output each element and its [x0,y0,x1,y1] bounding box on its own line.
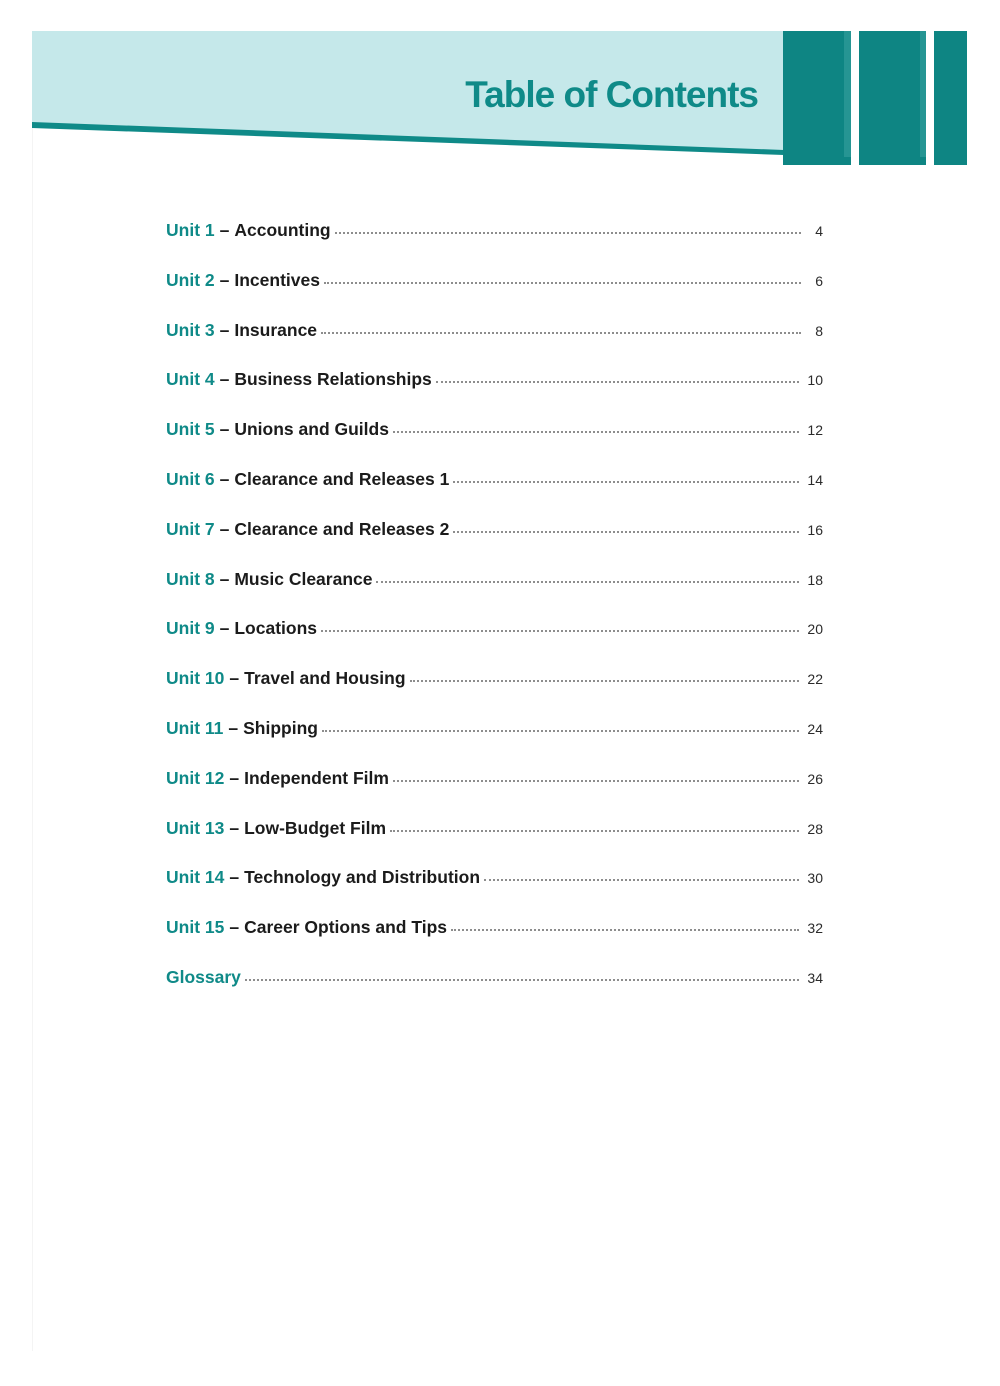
toc-title: Travel and Housing [244,668,406,689]
toc-unit-label: Unit 4 [166,369,215,390]
toc-page-number: 10 [807,372,823,389]
toc-page-number: 30 [807,870,823,887]
toc-unit-label: Unit 8 [166,568,215,589]
toc-entry-glossary[interactable] [166,967,823,1017]
toc-separator: – [228,717,239,738]
toc-separator: – [229,917,240,938]
toc-separator: – [229,668,240,689]
toc-unit-label: Unit 3 [166,319,215,340]
toc-page-number: 18 [807,571,823,588]
toc-unit-label: Glossary [166,966,241,987]
toc-page-number: 22 [807,671,823,688]
toc-dot-leader [453,531,799,533]
toc-unit-label: Unit 10 [166,668,225,689]
toc-separator: – [229,767,240,788]
toc-title: Independent Film [244,767,389,788]
toc-separator: – [219,220,230,240]
toc-title: Unions and Guilds [234,419,389,440]
toc-separator: – [229,867,240,888]
toc-entry-unit-6[interactable] [166,469,823,519]
toc-entry-unit-5[interactable] [166,419,823,469]
toc-separator: – [219,468,230,489]
toc-entry-unit-14[interactable] [166,867,823,917]
toc-page-number: 12 [807,422,823,439]
toc-dot-leader [376,581,799,583]
toc-unit-label: Unit 5 [166,419,215,440]
toc-unit-label: Unit 11 [166,717,224,738]
toc-title: Incentives [234,269,320,290]
banner-bar-1 [783,31,851,165]
banner-bar-gap-2 [926,31,934,165]
toc-separator: – [219,319,230,340]
toc-entry-unit-2[interactable] [166,270,823,320]
toc-dot-leader [245,979,800,981]
toc-title: Technology and Distribution [244,867,481,888]
toc-page-number: 20 [807,621,823,638]
toc-dot-leader [390,830,799,832]
toc-page-number: 14 [807,471,823,488]
toc-title: Accounting [234,220,331,240]
toc-title: Low-Budget Film [244,817,387,838]
toc-dot-leader [322,730,799,732]
toc-title: Locations [234,618,318,639]
toc-entry-unit-12[interactable] [166,768,823,818]
toc-page-number: 4 [815,223,823,239]
toc-unit-label: Unit 15 [166,917,225,938]
toc-unit-label: Unit 1 [166,220,215,240]
toc-unit-label: Unit 13 [166,817,225,838]
toc-separator: – [229,817,240,838]
toc-title: Clearance and Releases 2 [234,518,450,539]
toc-entry-unit-15[interactable] [166,917,823,967]
toc-title: Clearance and Releases 1 [234,468,450,489]
toc-entry-unit-13[interactable] [166,818,823,868]
toc-separator: – [219,518,230,539]
toc-title: Career Options and Tips [244,917,448,938]
toc-unit-label: Unit 12 [166,767,225,788]
toc-dot-leader [393,431,799,433]
toc-dot-leader [436,381,800,383]
toc-entry-unit-8[interactable] [166,569,823,619]
toc-title: Business Relationships [234,369,432,390]
banner-bar-2 [859,31,926,165]
toc-separator: – [219,369,230,390]
toc-page-number: 16 [807,521,823,538]
toc-unit-label: Unit 7 [166,518,215,539]
toc-unit-label: Unit 9 [166,618,215,639]
toc-entry-unit-10[interactable] [166,668,823,718]
toc-separator: – [219,568,230,589]
toc-entry-unit-4[interactable] [166,369,823,419]
page-title: Table of Contents [465,74,758,115]
toc-entry-unit-1[interactable] [166,220,823,270]
toc-dot-leader [335,232,801,234]
toc-entry-unit-9[interactable] [166,618,823,668]
toc-entry-unit-11[interactable] [166,718,823,768]
toc-page-number: 6 [815,272,823,289]
toc-separator: – [219,618,230,639]
toc-separator: – [219,269,230,290]
toc-unit-label: Unit 2 [166,269,215,290]
table-of-contents [166,220,823,1017]
toc-dot-leader [321,332,801,334]
toc-unit-label: Unit 6 [166,468,215,489]
banner-bar-gap-1 [851,31,859,165]
banner-bar-3 [934,31,967,165]
toc-entry-unit-7[interactable] [166,519,823,569]
toc-dot-leader [324,282,801,284]
toc-page-number: 24 [807,720,823,737]
toc-dot-leader [453,481,799,483]
toc-page-number: 8 [815,322,823,339]
toc-separator: – [219,419,230,440]
toc-page-number: 34 [807,969,823,986]
toc-dot-leader [321,630,799,632]
toc-title: Insurance [234,319,318,340]
toc-dot-leader [393,780,799,782]
toc-page-number: 32 [807,920,823,937]
toc-entry-unit-3[interactable] [166,320,823,370]
toc-unit-label: Unit 14 [166,867,225,888]
toc-title: Shipping [243,717,318,738]
toc-title: Music Clearance [234,568,373,589]
toc-dot-leader [451,929,799,931]
toc-page-number: 26 [807,770,823,787]
toc-dot-leader [484,879,799,881]
toc-dot-leader [410,680,800,682]
toc-page-number: 28 [807,820,823,837]
